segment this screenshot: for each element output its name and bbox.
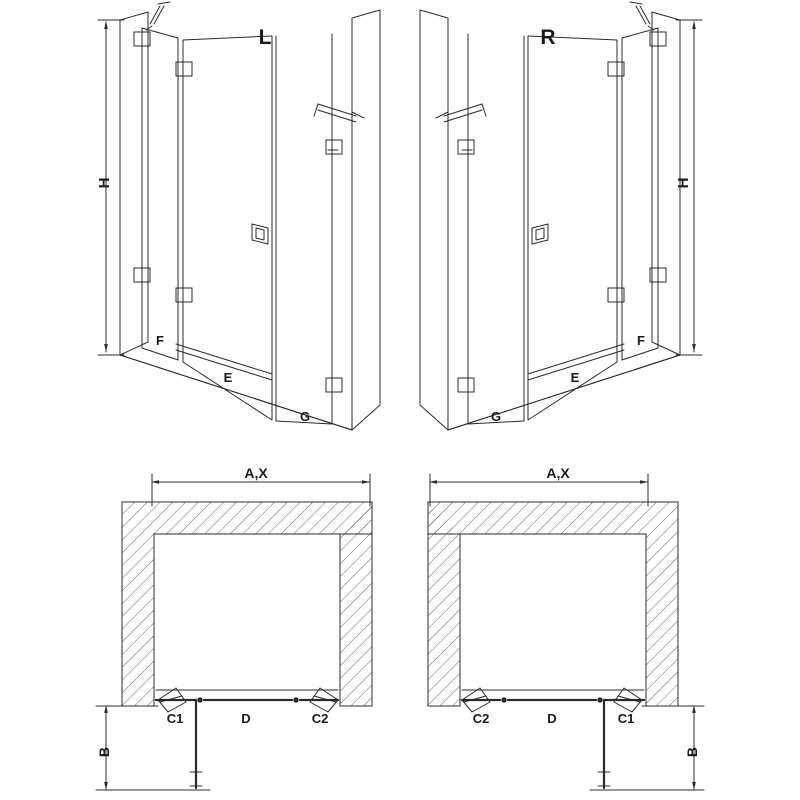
plan-label-c2-right: C2 (472, 711, 490, 726)
dim-depth-right: B (684, 746, 700, 758)
view-front-right (420, 2, 702, 430)
plan-label-c1-right: C1 (617, 711, 635, 726)
view-plan-left (96, 474, 372, 790)
panel-label-g-right: G (490, 409, 502, 424)
dim-depth-left: B (96, 746, 112, 758)
view-plan-right (428, 474, 704, 790)
plan-label-c1-left: C1 (166, 711, 184, 726)
view-marker-left: L (258, 26, 272, 49)
plan-label-d-left: D (241, 711, 251, 726)
dim-width-left: A,X (244, 465, 268, 481)
panel-label-g-left: G (299, 409, 311, 424)
view-front-left (98, 2, 380, 430)
plan-label-c2-left: C2 (311, 711, 329, 726)
dim-height-left: H (96, 177, 113, 189)
panel-label-e-left: E (223, 370, 233, 385)
view-marker-right: R (540, 26, 556, 49)
panel-label-e-right: E (570, 370, 580, 385)
panel-label-f-left: F (156, 333, 164, 348)
dim-width-right: A,X (546, 465, 570, 481)
dim-height-right: H (675, 177, 692, 189)
plan-label-d-right: D (547, 711, 557, 726)
panel-label-f-right: F (637, 333, 645, 348)
